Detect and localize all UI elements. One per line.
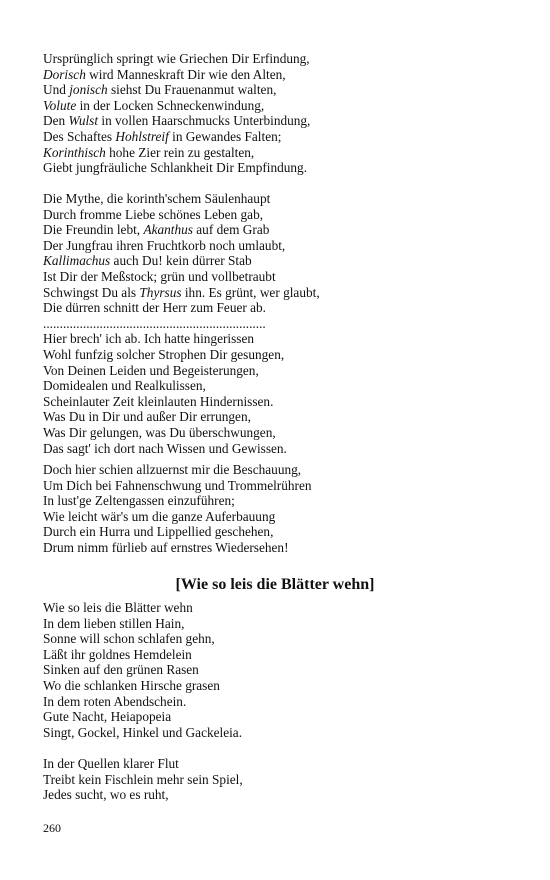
verse-text: Ist Dir der Meßstock; grün und vollbetraubt bbox=[43, 268, 276, 284]
verse-line bbox=[43, 191, 513, 207]
verse-text: Treibt kein Fischlein mehr sein Spiel, bbox=[43, 771, 243, 787]
verse-text: Gute Nacht, Heiapopeia bbox=[43, 709, 172, 725]
verse-text: Die Mythe, die korinth'schem Säulenhaupt bbox=[43, 191, 271, 206]
verse-line bbox=[43, 709, 513, 725]
verse-text: Jedes sucht, wo es ruht, bbox=[43, 787, 169, 803]
verse-line bbox=[43, 363, 513, 379]
verse-text: auf dem Grab bbox=[192, 222, 270, 238]
verse-line bbox=[43, 678, 513, 694]
verse-text: Was Du in Dir und außer Dir errungen, bbox=[43, 409, 251, 425]
verse-line bbox=[43, 331, 513, 347]
verse-line bbox=[43, 269, 513, 285]
verse-text: Die Freundin lebt, bbox=[43, 222, 144, 238]
verse-line bbox=[43, 253, 513, 269]
italic-term: jonisch bbox=[69, 82, 108, 98]
verse-text: In dem roten Abendschein. bbox=[43, 693, 187, 709]
verse-line bbox=[43, 300, 513, 316]
verse-text: auch Du! kein dürrer Stab bbox=[110, 253, 252, 269]
stanza-3 bbox=[43, 462, 513, 556]
stanza-5 bbox=[43, 756, 513, 803]
italic-term: Kallimachus bbox=[43, 253, 111, 269]
verse-line bbox=[43, 409, 513, 425]
verse-text: Sonne will schon schlafen gehn, bbox=[43, 631, 215, 647]
verse-text: Die dürren schnitt der Herr zum Feuer ab. bbox=[43, 300, 267, 316]
verse-text: wird Manneskraft Dir wie den Alten, bbox=[85, 66, 286, 82]
verse-text: Giebt jungfräuliche Schlankheit Dir Empfindung. bbox=[43, 160, 308, 176]
italic-term: Thyrsus bbox=[139, 284, 182, 300]
verse-text: Durch fromme Liebe schönes Leben gab, bbox=[43, 206, 264, 222]
verse-line bbox=[43, 285, 513, 301]
verse-text: Durch ein Hurra und Lippellied geschehen, bbox=[43, 524, 274, 540]
verse-line bbox=[43, 631, 513, 647]
verse-text: Wie so leis die Blätter wehn bbox=[43, 600, 193, 615]
verse-text: Drum nimm fürlieb auf ernstres Wiedersehen! bbox=[43, 539, 289, 555]
italic-term: Hohlstreif bbox=[115, 128, 169, 144]
verse-line bbox=[43, 772, 513, 788]
verse-text: Den bbox=[43, 113, 69, 129]
verse-line bbox=[43, 616, 513, 632]
verse-line bbox=[43, 222, 513, 238]
verse-line bbox=[43, 238, 513, 254]
verse-line bbox=[43, 694, 513, 710]
italic-term: Korinthisch bbox=[43, 144, 106, 160]
verse-text: Das sagt' ich dort nach Wissen und Gewissen. bbox=[43, 440, 287, 456]
verse-text: Doch hier schien allzuernst mir die Beschauung, bbox=[43, 462, 302, 477]
verse-line bbox=[43, 67, 513, 83]
verse-text: Der Jungfrau ihren Fruchtkorb noch umlaubt, bbox=[43, 237, 286, 253]
verse-line bbox=[43, 441, 513, 457]
verse-line bbox=[43, 462, 513, 478]
verse-text: In der Quellen klarer Flut bbox=[43, 756, 179, 771]
verse-line bbox=[43, 207, 513, 223]
verse-line bbox=[43, 51, 513, 67]
verse-text: Wie leicht wär's um die ganze Auferbauung bbox=[43, 508, 276, 524]
verse-text: in der Locken Schneckenwindung, bbox=[76, 97, 265, 113]
verse-text: Wohl funfzig solcher Strophen Dir gesungen, bbox=[43, 346, 285, 362]
verse-text: Des Schaftes bbox=[43, 128, 116, 144]
verse-text: siehst Du Frauenanmut walten, bbox=[107, 82, 277, 98]
stanza-2 bbox=[43, 191, 513, 456]
verse-text: Ursprünglich springt wie Griechen Dir Erfindung, bbox=[43, 51, 310, 66]
verse-text: Scheinlauter Zeit kleinlauten Hindernissen. bbox=[43, 393, 274, 409]
verse-line bbox=[43, 145, 513, 161]
verse-line bbox=[43, 787, 513, 803]
verse-text: ihn. Es grünt, wer glaubt, bbox=[181, 284, 320, 300]
verse-line bbox=[43, 647, 513, 663]
verse-line bbox=[43, 725, 513, 741]
verse-line bbox=[43, 540, 513, 556]
stanza-1 bbox=[43, 51, 513, 176]
verse-text: ................................................................... bbox=[43, 315, 266, 331]
verse-line bbox=[43, 160, 513, 176]
verse-line bbox=[43, 113, 513, 129]
verse-line bbox=[43, 425, 513, 441]
verse-text: In dem lieben stillen Hain, bbox=[43, 615, 185, 631]
verse-text: Hier brech' ich ab. Ich hatte hingerissen bbox=[43, 331, 254, 347]
verse-line bbox=[43, 662, 513, 678]
verse-text: Um Dich bei Fahnenschwung und Trommelrühren bbox=[43, 477, 312, 493]
verse-text: Sinken auf den grünen Rasen bbox=[43, 662, 199, 678]
page-number: 260 bbox=[43, 821, 61, 835]
verse-text: Von Deinen Leiden und Begeisterungen, bbox=[43, 362, 259, 378]
italic-term: Akanthus bbox=[143, 222, 193, 238]
verse-line bbox=[43, 316, 513, 332]
verse-text: Wo die schlanken Hirsche grasen bbox=[43, 677, 220, 693]
verse-line bbox=[43, 98, 513, 114]
verse-line bbox=[43, 378, 513, 394]
verse-line bbox=[43, 509, 513, 525]
verse-line bbox=[43, 756, 513, 772]
italic-term: Dorisch bbox=[43, 66, 86, 82]
verse-line bbox=[43, 129, 513, 145]
verse-text: In lust'ge Zeltengassen einzuführen; bbox=[43, 493, 235, 509]
verse-text: hohe Zier rein zu gestalten, bbox=[105, 144, 255, 160]
verse-text: Läßt ihr goldnes Hemdelein bbox=[43, 646, 192, 662]
verse-line bbox=[43, 600, 513, 616]
verse-line bbox=[43, 347, 513, 363]
verse-text: Schwingst Du als bbox=[43, 284, 140, 300]
verse-text: in vollen Haarschmucks Unterbindung, bbox=[98, 113, 311, 129]
italic-term: Volute bbox=[43, 97, 77, 113]
verse-text: Singt, Gockel, Hinkel und Gackeleia. bbox=[43, 724, 243, 740]
stanza-4 bbox=[43, 600, 513, 740]
italic-term: Wulst bbox=[68, 113, 99, 129]
verse-text: Was Dir gelungen, was Du überschwungen, bbox=[43, 424, 276, 440]
verse-line bbox=[43, 524, 513, 540]
verse-line bbox=[43, 82, 513, 98]
verse-line bbox=[43, 478, 513, 494]
verse-text: in Gewandes Falten; bbox=[168, 128, 282, 144]
poem-title: [Wie so leis die Blätter wehn] bbox=[175, 576, 375, 593]
verse-text: Domidealen und Realkulissen, bbox=[43, 378, 206, 394]
verse-text: Und bbox=[43, 82, 70, 98]
verse-line bbox=[43, 394, 513, 410]
verse-line bbox=[43, 493, 513, 509]
